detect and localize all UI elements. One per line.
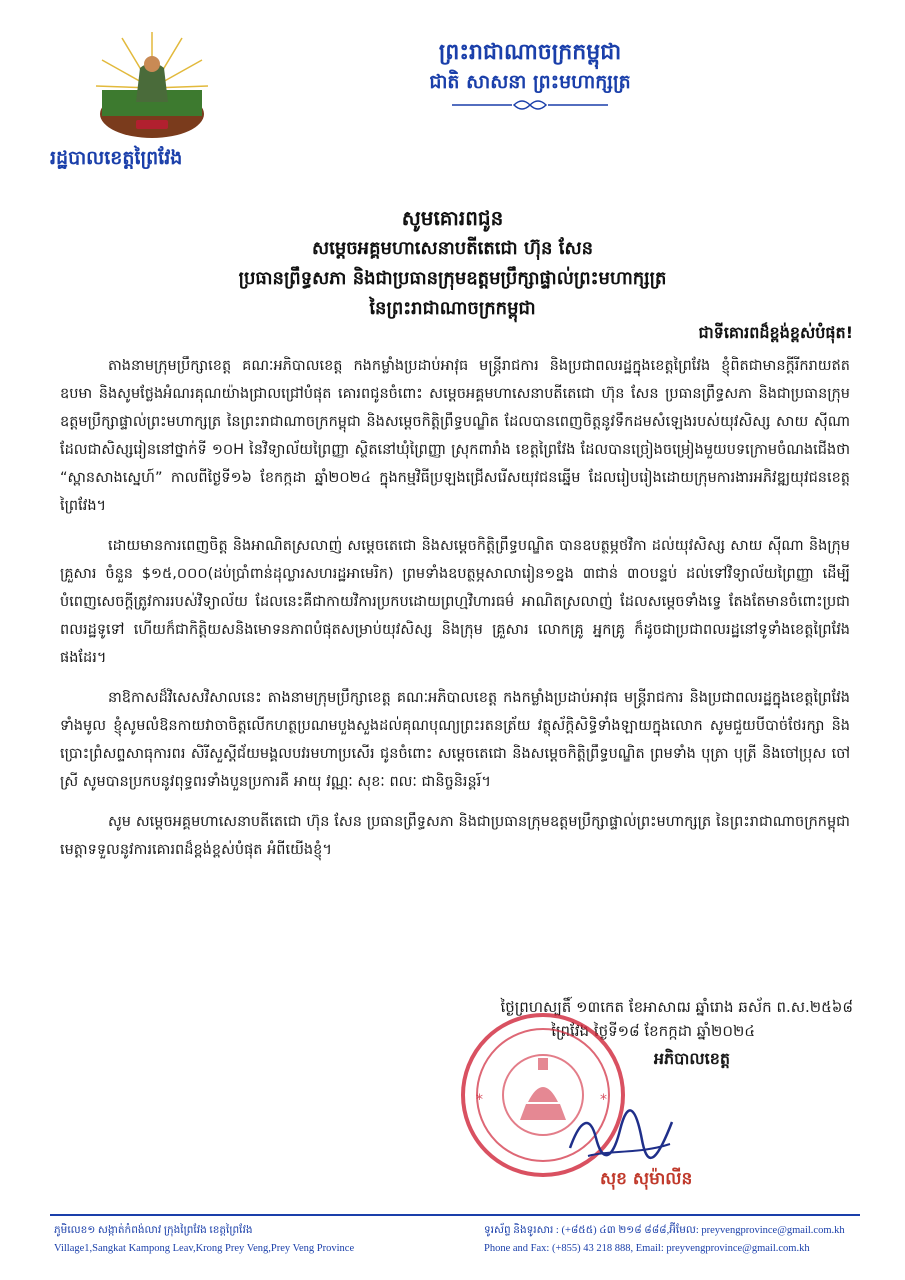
salutation-line: សូមគោរពជូន [401, 206, 504, 230]
addressee-name: សម្តេចអគ្គមហាសេនាបតីតេជោ ហ៊ុន សែន [311, 238, 594, 259]
addressee-title: ប្រធានព្រឹទ្ធសភា និងជាប្រធានក្រុមឧត្តមប្រឹក្សាផ្ទាល់ព្រះមហាក្សត្រ [238, 268, 667, 289]
paragraph-2: ដោយមានការពេញចិត្ត និងអាណិតស្រលាញ់ សម្តេចតេជោ និងសម្តេចកិត្តិព្រឹទ្ធបណ្ឌិត បានឧបត្ថម្ភថវិកា ដល់យុវសិស្ស សាយ ស៊ីណា និងក្រុមគ្រួសារ ចំនួន $១៥,០០០(ដប់ប្រាំពាន់ដុល្លារសហរដ្ឋអាមេរិក) ព្រមទាំងឧបត្ថម្ភសាលារៀន១ខ្នង ៣ជាន់ ៣០បន្ទប់ ដល់ទៅវិទ្យាល័យព្រៃញ្ញា ដើម្បីបំពេញសេចក្ដីត្រូវការរបស់វិទ្យាល័យ ដែលនេះគឺជាកាយវិការប្រកបដោយព្រហ្មវិហារធម៌ អាណិតស្រលាញ់ ដែលសម្តេចទាំងទ្វេ តែងតែមានចំពោះប្រជាពលរដ្ឋទូទៅ ហើយក៏ជាកិត្តិយសនិងមោទនភាពបំផុតសម្រាប់យុវសិស្ស និងក្រុម គ្រួសារ លោកគ្រូ អ្នកគ្រូ ក៏ដូចជាប្រជាពលរដ្ឋនៅទូទាំងខេត្តព្រៃវែងផងដែរ។ [60, 538, 850, 666]
paragraph-3: នាឱកាសដ៏វិសេសវិសាលនេះ តាងនាមក្រុមប្រឹក្សាខេត្ត គណៈអភិបាលខេត្ត កងកម្លាំងប្រដាប់អាវុធ មន្ត្រីរាជការ និងប្រជាពលរដ្ឋក្នុងខេត្តព្រៃវែងទាំងមូល ខ្ញុំសូមលំឱនកាយវាចាចិត្តលើកហត្ថប្រណមបួងសួងដល់គុណបុណ្យព្រះរតនត្រ័យ វត្ថុស័ក្តិសិទ្ធិទាំងឡាយក្នុងលោក សូមជួយបីបាច់ថែរក្សា និងប្រោះព្រំសព្ទសាធុការពរ សិរីសួស្ដីជ័យមង្គលបវរមហាប្រសើរ ជូនចំពោះ សម្តេចតេជោ និងសម្តេចកិត្តិព្រឹទ្ធបណ្ឌិត ព្រមទាំង បុត្រា បុត្រី និងចៅប្រុស ចៅស្រី សូមបានប្រកបនូវពុទ្ធពរទាំងបួនប្រការគឺ អាយុ វណ្ណៈ សុខៈ ពលៈ ជានិច្ចនិរន្តរ៍។ [60, 690, 850, 790]
provincial-emblem-logo [92, 28, 212, 148]
footer-contact-km: ទូរស័ព្ទ និងទូរសារ : (+៨៥៥) ៤៣ ២១៨ ៨៨៨,អ៊ីមែល: preyvengprovince@gmail.com.kh [484, 1225, 845, 1236]
kingdom-heading: ព្រះរាជាណាចក្រកម្ពុជា [438, 40, 622, 65]
signer-name: សុខ សុម៉ាលីន [600, 1169, 693, 1189]
letter-body [60, 352, 850, 876]
footer-address-en: Village1,Sangkat Kampong Leav,Krong Prey Veng,Prey Veng Province [54, 1243, 355, 1254]
lunar-date: ថ្ងៃព្រហស្បតិ៍ ១៣កេត ខែអាសាឍ ឆ្នាំរោង ឆស័ក ព.ស.២៥៦៨ [500, 998, 853, 1016]
footer-divider [50, 1214, 860, 1216]
svg-text:*: * [600, 1092, 607, 1108]
respect-line: ជាទីគោរពដ៏ខ្ពង់ខ្ពស់បំផុត! [698, 323, 853, 342]
admin-name: រដ្ឋបាលខេត្តព្រៃវែង [50, 147, 183, 169]
handwritten-signature [560, 1100, 680, 1170]
governor-title: អភិបាលខេត្ត [653, 1049, 730, 1068]
footer-address-km: ភូមិលេខ១ សង្កាត់កំពង់លាវ ក្រុងព្រៃវែង ខេត្តព្រៃវែង [54, 1225, 253, 1236]
ornament-divider [450, 98, 610, 112]
footer-contact-en: Phone and Fax: (+855) 43 218 888, Email: preyvengprovince@gmail.com.kh [484, 1243, 810, 1254]
motto-heading: ជាតិ សាសនា ព្រះមហាក្សត្រ [429, 71, 631, 93]
paragraph-1: តាងនាមក្រុមប្រឹក្សាខេត្ត គណៈអភិបាលខេត្ត កងកម្លាំងប្រដាប់អាវុធ មន្ត្រីរាជការ និងប្រជាពលរដ្ឋក្នុងខេត្តព្រៃវែង ខ្ញុំពិតជាមានក្ដីរីករាយឥតឧបមា និងសូមថ្លែងអំណរគុណយ៉ាងជ្រាលជ្រៅបំផុត គោរពជូនចំពោះ សម្តេចអគ្គមហាសេនាបតីតេជោ ហ៊ុន សែន ប្រធានព្រឹទ្ធសភា និងជាប្រធានក្រុមឧត្តមប្រឹក្សាផ្ទាល់ព្រះមហាក្សត្រ នៃព្រះរាជាណាចក្រកម្ពុជា និងសម្តេចកិត្តិព្រឹទ្ធបណ្ឌិត ដែលបានពេញចិត្តនូវទឹកដមសំឡេងរបស់យុវសិស្ស សាយ ស៊ីណា ដែលជាសិស្សរៀននៅថ្នាក់ទី ១០H នៃវិទ្យាល័យព្រៃញ្ញា ស្ថិតនៅឃុំព្រៃញ្ញា ស្រុកពារាំង ខេត្តព្រៃវែង ដែលបានច្រៀងចម្រៀងមួយបទក្រោមចំណងជើងថា “ស្ពានសាងស្នេហ៍” កាលពីថ្ងៃទី១៦ ខែកក្កដា ឆ្នាំ២០២៤ ក្នុងកម្មវិធីប្រឡងជ្រើសរើសយុវជនឆ្នើម ដែលរៀបរៀងដោយក្រុមការងារអភិវឌ្ឍយុវជនខេត្តព្រៃវែង។ [60, 358, 850, 514]
paragraph-4: សូម សម្តេចអគ្គមហាសេនាបតីតេជោ ហ៊ុន សែន ប្រធានព្រឹទ្ធសភា និងជាប្រធានក្រុមឧត្តមប្រឹក្សាផ្ទាល់ព្រះមហាក្សត្រ នៃព្រះរាជាណាចក្រកម្ពុជា មេត្តាទទួលនូវការគោរពដ៏ខ្ពង់ខ្ពស់បំផុត អំពីយើងខ្ញុំ។ [60, 814, 850, 858]
solar-date: ព្រៃវែង ថ្ងៃទី១៨ ខែកក្កដា ឆ្នាំ២០២៤ [551, 1022, 755, 1040]
svg-text:*: * [476, 1092, 483, 1108]
addressee-kingdom: នៃព្រះរាជាណាចក្រកម្ពុជា [369, 298, 536, 319]
